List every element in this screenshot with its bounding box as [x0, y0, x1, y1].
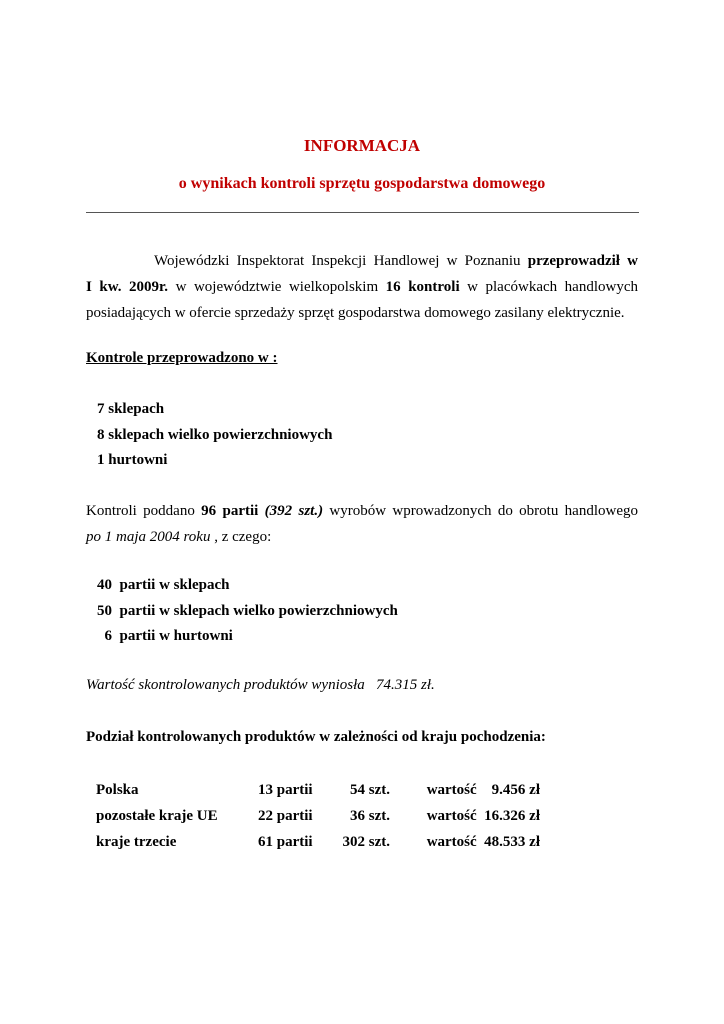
table-row: [96, 777, 540, 803]
period-text: I kw. 2009r.: [86, 279, 169, 295]
list-item: 7 sklepach: [97, 401, 165, 417]
pieces-cell: 302 szt.: [342, 833, 390, 850]
intro-text: w placówkach handlowych: [459, 279, 638, 295]
batches-line-1: [86, 498, 638, 524]
batches-text: wyrobów wprowadzonych do obrotu handlowego: [323, 503, 638, 519]
intro-paragraph: [86, 248, 638, 326]
batches-text: Kontroli poddano: [86, 503, 202, 519]
list-item: 8 sklepach wielko powierzchniowych: [97, 426, 333, 443]
batches-list: [97, 573, 398, 650]
pieces-cell: 36 szt.: [350, 807, 390, 824]
controls-count-text: 16 kontroli: [385, 279, 460, 295]
batches-text: , z czego:: [210, 529, 272, 545]
value-cell: wartość 48.533 zł: [426, 833, 540, 850]
table-row: [96, 829, 540, 855]
intro-line-1: [86, 248, 638, 274]
parties-cell: 22 partii: [258, 807, 313, 824]
origin-heading: Podział kontrolowanych produktów w zależności od kraju pochodzenia:: [86, 729, 546, 745]
parties-cell: 13 partii: [258, 781, 313, 798]
list-item: 6 partii w hurtowni: [97, 628, 233, 644]
intro-bold-text: przeprowadził w: [527, 253, 639, 269]
list-item: 40 partii w sklepach: [97, 577, 230, 593]
batches-count-text: 96 partii: [201, 503, 259, 519]
intro-line-2: [86, 274, 638, 300]
pieces-count-text: (392 szt.): [264, 503, 324, 519]
title-divider: [86, 212, 639, 213]
value-cell: wartość 9.456 zł: [426, 781, 540, 798]
document-subtitle: o wynikach kontroli sprzętu gospodarstwa domowego: [178, 175, 546, 192]
value-summary: Wartość skontrolowanych produktów wyniosła 74.315 zł.: [86, 677, 435, 693]
pieces-cell: 54 szt.: [350, 781, 390, 798]
controls-list: [97, 397, 332, 474]
origin-table: [96, 777, 540, 855]
controls-heading: Kontrole przeprowadzono w :: [86, 350, 278, 366]
list-item: 1 hurtowni: [97, 452, 168, 468]
country-cell: Polska: [96, 781, 139, 798]
parties-cell: 61 partii: [258, 833, 313, 850]
table-row: [96, 803, 540, 829]
document-title: INFORMACJA: [303, 136, 421, 155]
intro-text: w województwie wielkopolskim: [168, 279, 386, 295]
country-cell: pozostałe kraje UE: [96, 807, 218, 824]
intro-text: Wojewódzki Inspektorat Inspekcji Handlowej w Poznaniu: [154, 253, 528, 269]
batches-paragraph: [86, 498, 638, 550]
intro-line-3: posiadających w ofercie sprzedaży sprzęt gospodarstwa domowego zasilany elektrycznie.: [86, 305, 625, 321]
batches-line-2: [86, 524, 638, 550]
country-cell: kraje trzecie: [96, 833, 177, 850]
list-item: 50 partii w sklepach wielko powierzchniowych: [97, 602, 398, 619]
date-text: po 1 maja 2004 roku: [86, 529, 211, 545]
value-cell: wartość 16.326 zł: [426, 807, 540, 824]
